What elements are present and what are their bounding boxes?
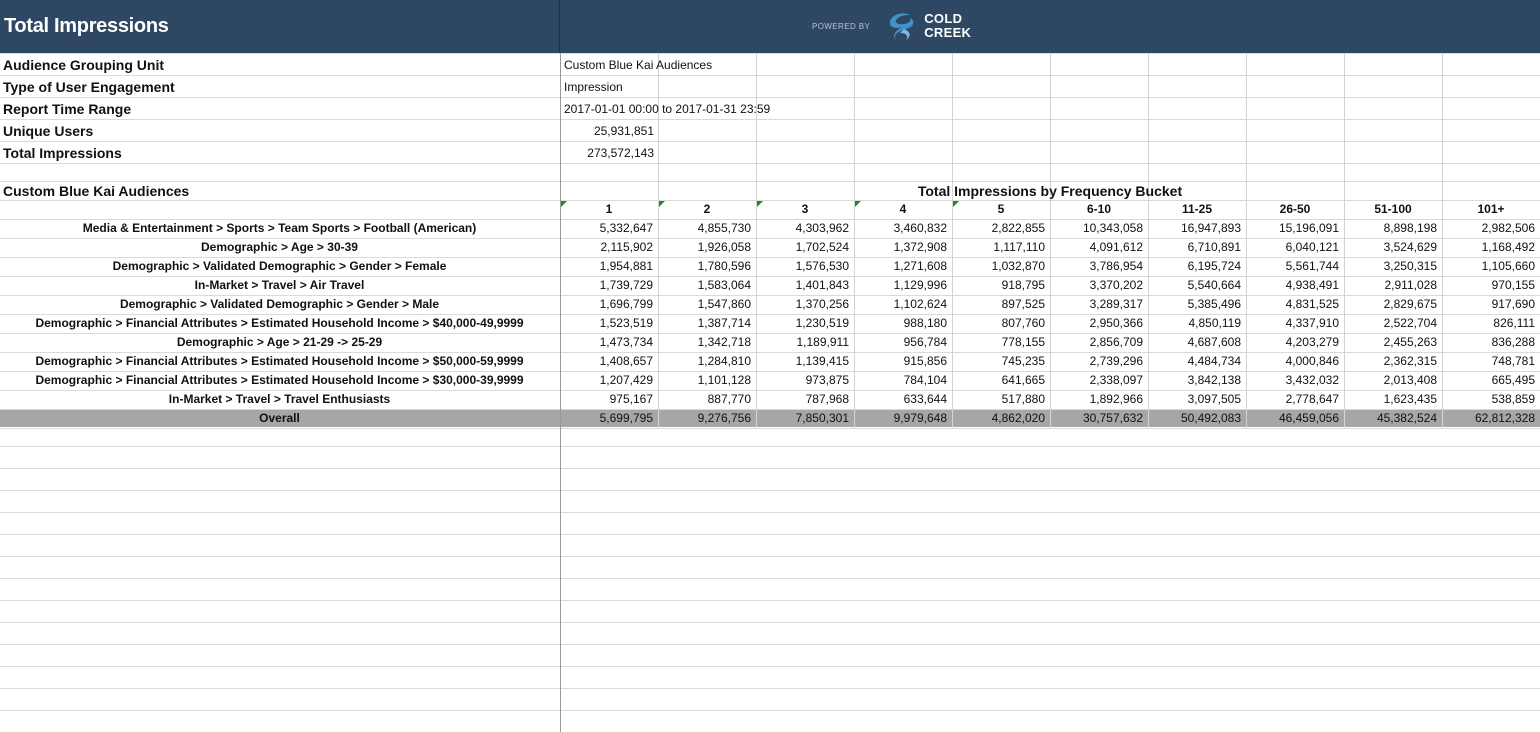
grid-row-line	[0, 512, 1540, 513]
meta-value[interactable]: 2017-01-01 00:00 to 2017-01-31 23:59	[564, 102, 771, 116]
frequency-group-title: Total Impressions by Frequency Bucket	[917, 183, 1183, 199]
grid-row-line	[0, 644, 1540, 645]
table-cell[interactable]: 4,000,846	[1285, 354, 1339, 368]
column-header-6-10[interactable]: 6-10	[1086, 202, 1112, 216]
brand-block	[812, 8, 971, 44]
grid-row-line	[0, 622, 1540, 623]
table-cell[interactable]: 2,822,855	[991, 221, 1045, 235]
table-cell[interactable]: 975,167	[609, 392, 653, 406]
grid-row-line	[0, 710, 1540, 711]
comment-marker	[659, 201, 665, 207]
column-header-5[interactable]: 5	[997, 202, 1005, 216]
table-cell[interactable]: 4,203,279	[1285, 335, 1339, 349]
table-cell[interactable]: 2,856,709	[1089, 335, 1143, 349]
table-cell[interactable]: 3,842,138	[1187, 373, 1241, 387]
table-cell[interactable]: 2,950,366	[1089, 316, 1143, 330]
table-cell[interactable]: 778,155	[1001, 335, 1045, 349]
column-header-2[interactable]: 2	[703, 202, 711, 216]
table-cell[interactable]: 1,032,870	[991, 259, 1045, 273]
table-cell[interactable]: 6,195,724	[1187, 259, 1241, 273]
table-cell[interactable]: 2,911,028	[1384, 278, 1437, 292]
table-cell[interactable]: 1,168,492	[1481, 240, 1535, 254]
column-header-26-50[interactable]: 26-50	[1279, 202, 1311, 216]
table-cell[interactable]: 2,338,097	[1089, 373, 1143, 387]
report-title: Total Impressions	[4, 15, 169, 37]
audience-label: Demographic > Financial Attributes > Estimated Household Income > $50,000-59,9999	[35, 354, 524, 368]
comment-marker	[855, 201, 861, 207]
table-cell[interactable]: 4,687,608	[1187, 335, 1241, 349]
table-cell[interactable]: 1,696,799	[599, 297, 653, 311]
table-cell[interactable]: 1,623,435	[1383, 392, 1437, 406]
report-header	[0, 0, 1540, 53]
table-cell[interactable]: 3,524,629	[1383, 240, 1437, 254]
table-cell[interactable]: 6,710,891	[1187, 240, 1241, 254]
meta-value[interactable]: 273,572,143	[587, 146, 654, 160]
table-cell[interactable]: 5,540,664	[1187, 278, 1241, 292]
audience-label: Demographic > Financial Attributes > Estimated Household Income > $30,000-39,9999	[35, 373, 524, 387]
table-cell[interactable]: 1,129,996	[893, 278, 947, 292]
table-cell[interactable]: 8,898,198	[1383, 221, 1437, 235]
audience-label: Demographic > Validated Demographic > Gender > Male	[119, 297, 440, 311]
column-header-1[interactable]: 1	[605, 202, 613, 216]
table-cell[interactable]: 1,892,966	[1089, 392, 1143, 406]
grid-row-line	[0, 556, 1540, 557]
brand-name-line1: COLD	[924, 11, 963, 26]
table-cell[interactable]: 2,778,647	[1285, 392, 1339, 406]
grid-row-line	[0, 666, 1540, 667]
table-cell[interactable]: 836,288	[1491, 335, 1535, 349]
meta-label: Total Impressions	[3, 145, 122, 161]
grid-row-line	[0, 428, 1540, 429]
overall-cell[interactable]: 9,979,648	[893, 411, 947, 425]
table-cell[interactable]: 3,786,954	[1089, 259, 1143, 273]
table-cell[interactable]: 1,105,660	[1481, 259, 1535, 273]
overall-cell[interactable]: 4,862,020	[991, 411, 1045, 425]
meta-value[interactable]: Custom Blue Kai Audiences	[564, 58, 713, 72]
table-cell[interactable]: 4,091,612	[1089, 240, 1143, 254]
table-cell[interactable]: 4,850,119	[1188, 316, 1241, 330]
column-header-11-25[interactable]: 11-25	[1181, 202, 1213, 216]
overall-cell[interactable]: 45,382,524	[1376, 411, 1437, 425]
table-cell[interactable]: 787,968	[805, 392, 849, 406]
table-cell[interactable]: 3,097,505	[1187, 392, 1241, 406]
table-cell[interactable]: 2,013,408	[1383, 373, 1437, 387]
table-cell[interactable]: 15,196,091	[1278, 221, 1339, 235]
table-cell[interactable]: 641,665	[1001, 373, 1045, 387]
overall-cell[interactable]: 50,492,083	[1180, 411, 1241, 425]
table-cell[interactable]: 748,781	[1491, 354, 1535, 368]
meta-label: Report Time Range	[3, 101, 132, 117]
table-cell[interactable]: 1,117,110	[993, 240, 1045, 254]
grid-row-line	[0, 534, 1540, 535]
overall-cell[interactable]: 46,459,056	[1278, 411, 1339, 425]
overall-cell[interactable]: 5,699,795	[599, 411, 653, 425]
table-cell[interactable]: 897,525	[1001, 297, 1045, 311]
table-cell[interactable]: 5,561,744	[1285, 259, 1339, 273]
audience-label: Demographic > Validated Demographic > Gender > Female	[112, 259, 447, 273]
meta-label: Unique Users	[3, 123, 94, 139]
grid-row-line	[0, 468, 1540, 469]
table-cell[interactable]: 1,101,128	[697, 373, 751, 387]
grid-row-line	[0, 163, 1540, 164]
table-cell[interactable]: 2,829,675	[1383, 297, 1437, 311]
table-cell[interactable]: 4,855,730	[697, 221, 751, 235]
table-cell[interactable]: 16,947,893	[1180, 221, 1241, 235]
spreadsheet-grid[interactable]	[0, 53, 1540, 732]
table-cell[interactable]: 1,342,718	[697, 335, 751, 349]
table-cell[interactable]: 1,271,608	[893, 259, 947, 273]
table-cell[interactable]: 1,954,881	[599, 259, 653, 273]
comment-marker	[953, 201, 959, 207]
table-cell[interactable]: 2,455,263	[1383, 335, 1437, 349]
table-cell[interactable]: 1,139,415	[795, 354, 849, 368]
table-cell[interactable]: 4,938,491	[1285, 278, 1339, 292]
table-cell[interactable]: 3,289,317	[1089, 297, 1143, 311]
table-cell[interactable]: 1,547,860	[697, 297, 751, 311]
powered-by-label: POWERED BY	[812, 21, 871, 31]
table-cell[interactable]: 956,784	[903, 335, 947, 349]
table-cell[interactable]: 1,739,729	[599, 278, 653, 292]
table-cell[interactable]: 1,780,596	[697, 259, 751, 273]
column-header-101+[interactable]: 101+	[1477, 202, 1505, 216]
table-cell[interactable]: 784,104	[903, 373, 947, 387]
meta-label: Type of User Engagement	[3, 79, 175, 95]
table-cell[interactable]: 826,111	[1493, 316, 1535, 330]
table-cell[interactable]: 4,303,962	[795, 221, 849, 235]
grid-row-line	[0, 578, 1540, 579]
audience-label: In-Market > Travel > Air Travel	[194, 278, 365, 292]
table-cell[interactable]: 1,230,519	[795, 316, 849, 330]
table-cell[interactable]: 1,370,256	[795, 297, 849, 311]
table-cell[interactable]: 988,180	[903, 316, 947, 330]
table-cell[interactable]: 1,576,530	[795, 259, 849, 273]
column-header-3[interactable]: 3	[801, 202, 809, 216]
grid-row-line	[0, 75, 1540, 76]
header-divider	[559, 0, 560, 53]
meta-label: Audience Grouping Unit	[3, 57, 164, 73]
table-cell[interactable]: 1,207,429	[599, 373, 653, 387]
table-cell[interactable]: 887,770	[707, 392, 751, 406]
column-header-51-100[interactable]: 51-100	[1374, 202, 1412, 216]
meta-value[interactable]: Impression	[564, 80, 623, 94]
table-cell[interactable]: 633,644	[903, 392, 947, 406]
audience-label: Demographic > Financial Attributes > Estimated Household Income > $40,000-49,9999	[35, 316, 524, 330]
overall-cell[interactable]: 7,850,301	[795, 411, 849, 425]
table-cell[interactable]: 807,760	[1001, 316, 1045, 330]
table-cell[interactable]: 2,982,506	[1481, 221, 1535, 235]
table-cell[interactable]: 3,432,032	[1285, 373, 1339, 387]
table-cell[interactable]: 517,880	[1001, 392, 1045, 406]
comment-marker	[757, 201, 763, 207]
overall-label: Overall	[259, 411, 300, 425]
table-cell[interactable]: 6,040,121	[1285, 240, 1339, 254]
meta-value[interactable]: 25,931,851	[593, 124, 654, 138]
section-label: Custom Blue Kai Audiences	[3, 183, 190, 199]
overall-cell[interactable]: 62,812,328	[1474, 411, 1535, 425]
table-cell[interactable]: 10,343,058	[1082, 221, 1143, 235]
table-cell[interactable]: 2,739,296	[1089, 354, 1143, 368]
table-cell[interactable]: 1,926,058	[697, 240, 751, 254]
table-cell[interactable]: 1,401,843	[795, 278, 849, 292]
table-cell[interactable]: 665,495	[1491, 373, 1535, 387]
audience-label: Demographic > Age > 21-29 -> 25-29	[176, 335, 383, 349]
cold-creek-swirl-icon	[884, 9, 918, 43]
table-cell[interactable]: 3,460,832	[893, 221, 947, 235]
column-header-4[interactable]: 4	[899, 202, 907, 216]
comment-marker	[561, 201, 567, 207]
grid-row-line	[0, 97, 1540, 98]
table-cell[interactable]: 4,831,525	[1285, 297, 1339, 311]
grid-row-line	[0, 600, 1540, 601]
table-cell[interactable]: 1,102,624	[893, 297, 947, 311]
grid-row-line	[0, 688, 1540, 689]
overall-cell[interactable]: 9,276,756	[697, 411, 751, 425]
table-cell[interactable]: 1,284,810	[697, 354, 751, 368]
grid-row-line	[0, 119, 1540, 120]
table-cell[interactable]: 1,702,524	[795, 240, 849, 254]
grid-row-line	[0, 141, 1540, 142]
table-cell[interactable]: 970,155	[1491, 278, 1535, 292]
table-cell[interactable]: 917,690	[1491, 297, 1535, 311]
table-cell[interactable]: 2,115,902	[600, 240, 653, 254]
table-cell[interactable]: 1,523,519	[599, 316, 653, 330]
brand-name	[924, 12, 971, 40]
table-cell[interactable]: 3,370,202	[1089, 278, 1143, 292]
table-cell[interactable]: 5,385,496	[1187, 297, 1241, 311]
brand-name-line2: CREEK	[924, 25, 972, 40]
table-cell[interactable]: 1,473,734	[599, 335, 653, 349]
table-cell[interactable]: 918,795	[1001, 278, 1045, 292]
grid-row-line	[0, 446, 1540, 447]
audience-label: Demographic > Age > 30-39	[201, 240, 358, 254]
table-cell[interactable]: 3,250,315	[1383, 259, 1437, 273]
table-cell[interactable]: 973,875	[805, 373, 849, 387]
table-cell[interactable]: 1,372,908	[893, 240, 947, 254]
table-cell[interactable]: 2,522,704	[1383, 316, 1437, 330]
table-cell[interactable]: 1,189,911	[796, 335, 849, 349]
table-cell[interactable]: 1,387,714	[697, 316, 751, 330]
grid-row-line	[0, 490, 1540, 491]
grid-row-line	[0, 53, 1540, 54]
table-cell[interactable]: 2,362,315	[1383, 354, 1437, 368]
table-cell[interactable]: 5,332,647	[599, 221, 653, 235]
table-cell[interactable]: 538,859	[1491, 392, 1535, 406]
table-cell[interactable]: 4,484,734	[1187, 354, 1241, 368]
table-cell[interactable]: 745,235	[1001, 354, 1045, 368]
audience-label: In-Market > Travel > Travel Enthusiasts	[168, 392, 391, 406]
audience-label: Media & Entertainment > Sports > Team Sports > Football (American)	[82, 221, 477, 235]
table-cell[interactable]: 1,583,064	[697, 278, 751, 292]
table-cell[interactable]: 4,337,910	[1285, 316, 1339, 330]
table-cell[interactable]: 1,408,657	[599, 354, 653, 368]
overall-cell[interactable]: 30,757,632	[1082, 411, 1143, 425]
table-cell[interactable]: 915,856	[903, 354, 947, 368]
